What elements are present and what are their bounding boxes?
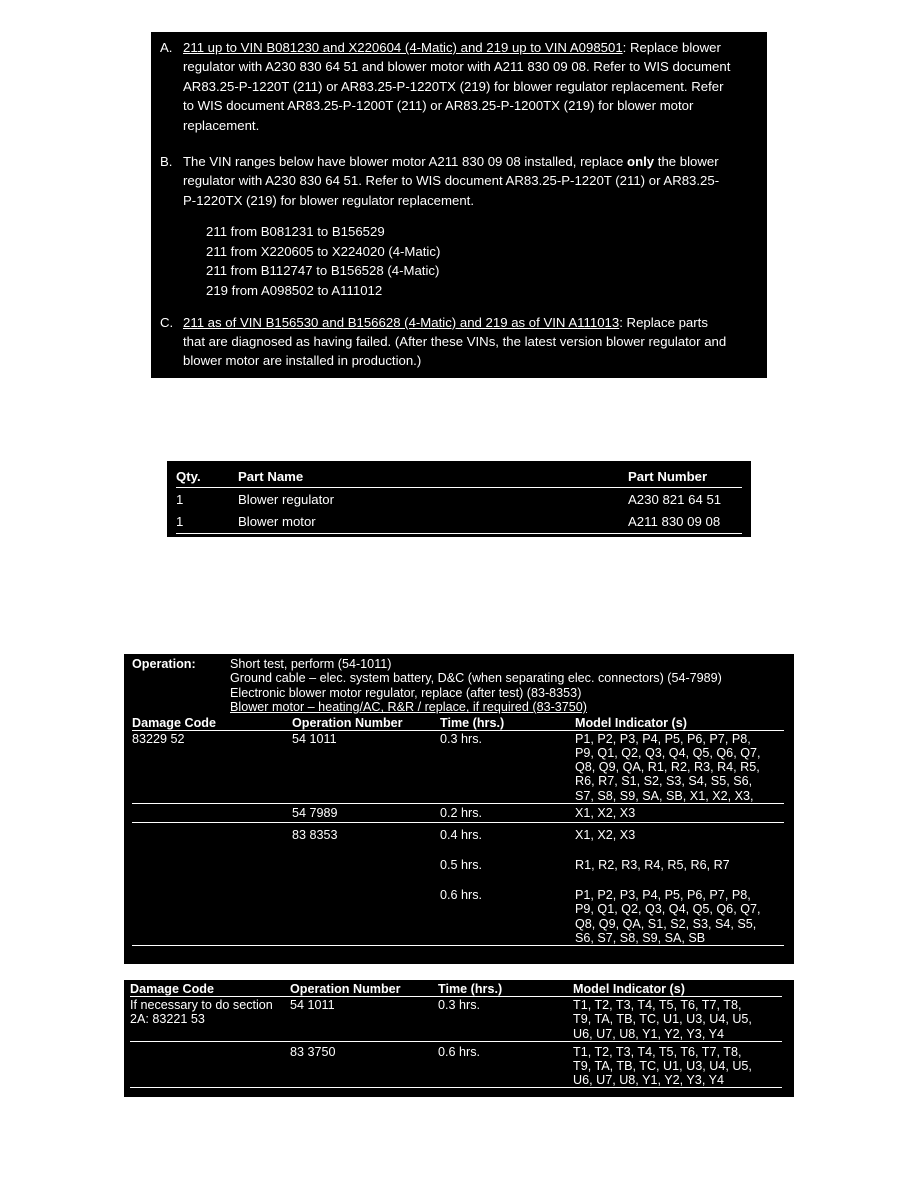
operation-item: Ground cable – elec. system battery, D&C (when separating elec. connectors) (54-7989) <box>230 671 722 686</box>
model-line: T9, TA, TB, TC, U1, U3, U4, U5, <box>573 1059 752 1074</box>
labor-table-block-2 <box>124 980 794 1097</box>
model-indicators <box>573 1041 782 1088</box>
instruction-b-line: P-1220TX (219) for blower regulator replacement. <box>183 192 475 208</box>
model-line: Q8, Q9, QA, S1, S2, S3, S4, S5, <box>575 916 757 931</box>
operation-section <box>132 657 788 715</box>
header-part-number: Part Number <box>628 466 742 488</box>
instruction-a-vin-range: 211 up to VIN B081230 and X220604 (4-Matic) and 219 up to VIN A098501 <box>183 40 623 55</box>
damage-code <box>132 822 292 945</box>
table-row <box>132 822 784 945</box>
instruction-a-line: regulator with A230 830 64 51 and blower motor with A211 830 09 08. Refer to WIS document <box>183 59 731 75</box>
instruction-c <box>160 313 757 371</box>
instruction-b-emphasis: only <box>627 154 655 170</box>
vin-range-item: 211 from B112747 to B156528 (4-Matic) <box>206 263 440 279</box>
header-time: Time (hrs.) <box>438 981 573 997</box>
operation-item: Short test, perform (54-1011) <box>230 657 392 671</box>
labor-time: 0.2 hrs. <box>440 803 575 822</box>
header-qty: Qty. <box>176 466 238 488</box>
model-line: T1, T2, T3, T4, T5, T6, T7, T8, <box>573 998 742 1013</box>
table-row <box>176 510 742 532</box>
labor-time-group <box>440 822 575 945</box>
part-qty: 1 <box>176 491 184 507</box>
parts-table <box>176 466 742 532</box>
table-row <box>130 997 782 1042</box>
instruction-b-letter: B. <box>160 154 173 170</box>
model-line: X1, X2, X3 <box>575 805 636 820</box>
labor-table-block-1 <box>124 654 794 964</box>
instruction-b <box>160 152 757 210</box>
header-model-indicator: Model Indicator (s) <box>573 981 782 997</box>
operation-item: Electronic blower motor regulator, replace (after test) (83-8353) <box>230 685 582 700</box>
operation-item: Blower motor – heating/AC, R&R / replace, if required (83-3750) <box>230 700 587 715</box>
vin-range-item: 211 from B081231 to B156529 <box>206 224 385 240</box>
instruction-a <box>160 38 757 135</box>
model-line: S6, S7, S8, S9, SA, SB <box>575 930 706 945</box>
part-number: A230 821 64 51 <box>628 491 722 507</box>
labor-time: 0.6 hrs. <box>438 1041 573 1088</box>
operation-label: Operation: <box>132 657 196 671</box>
header-operation-number: Operation Number <box>290 981 438 997</box>
labor-table-2 <box>130 981 782 1088</box>
model-indicators <box>573 997 782 1042</box>
damage-code <box>132 803 292 822</box>
model-indicators <box>575 730 784 803</box>
labor-header-row <box>132 715 784 731</box>
table-divider <box>176 533 742 534</box>
part-name: Blower regulator <box>238 491 335 507</box>
parts-header-row <box>176 466 742 488</box>
labor-time: 0.6 hrs. <box>440 888 482 903</box>
model-line: U6, U7, U8, Y1, Y2, Y3, Y4 <box>573 1073 724 1088</box>
operation-number: 54 7989 <box>292 803 440 822</box>
damage-code <box>130 1041 290 1088</box>
damage-code-line: If necessary to do section <box>130 998 273 1013</box>
model-line: S7, S8, S9, SA, SB, X1, X2, X3, <box>575 788 754 803</box>
instruction-a-letter: A. <box>160 40 173 55</box>
instruction-a-line: replacement. <box>183 117 260 133</box>
labor-time: 0.3 hrs. <box>438 997 573 1042</box>
model-line: Q8, Q9, QA, R1, R2, R3, R4, R5, <box>575 760 760 775</box>
labor-header-row <box>130 981 782 997</box>
header-damage-code: Damage Code <box>130 981 290 997</box>
damage-code <box>130 997 290 1042</box>
labor-time: 0.3 hrs. <box>440 730 575 803</box>
instruction-c-letter: C. <box>160 314 174 330</box>
operation-number: 83 8353 <box>292 822 440 945</box>
instruction-c-line: : Replace parts <box>619 314 708 330</box>
labor-time: 0.4 hrs. <box>440 827 482 842</box>
table-row <box>132 803 784 822</box>
vin-range-list <box>206 222 757 300</box>
model-line: R6, R7, S1, S2, S3, S4, S5, S6, <box>575 774 753 789</box>
instruction-a-line: AR83.25-P-1220T (211) or AR83.25-P-1220TX (219) for blower regulator replacement. Refer <box>183 78 724 94</box>
labor-time: 0.5 hrs. <box>440 858 482 873</box>
instruction-c-line: blower motor are installed in production.) <box>183 353 422 369</box>
model-line: X1, X2, X3 <box>575 827 636 842</box>
parts-table-block <box>167 461 751 537</box>
header-damage-code: Damage Code <box>132 715 292 731</box>
instruction-b-line: the blower <box>654 154 719 170</box>
model-indicators <box>575 822 784 945</box>
model-line: P9, Q1, Q2, Q3, Q4, Q5, Q6, Q7, <box>575 902 761 917</box>
damage-code: 83229 52 <box>132 730 292 803</box>
model-line: U6, U7, U8, Y1, Y2, Y3, Y4 <box>573 1026 724 1041</box>
model-line: T1, T2, T3, T4, T5, T6, T7, T8, <box>573 1044 742 1059</box>
instruction-b-line: regulator with A230 830 64 51. Refer to WIS document AR83.25-P-1220T (211) or AR83.25- <box>183 173 720 189</box>
model-line: T9, TA, TB, TC, U1, U3, U4, U5, <box>573 1012 752 1027</box>
header-operation-number: Operation Number <box>292 715 440 731</box>
model-line: R1, R2, R3, R4, R5, R6, R7 <box>575 858 730 873</box>
instruction-c-vin-range: 211 as of VIN B156530 and B156628 (4-Matic) and 219 as of VIN A111013 <box>183 314 620 330</box>
operation-number: 54 1011 <box>290 997 438 1042</box>
damage-code-line: 2A: 83221 53 <box>130 1012 205 1027</box>
part-qty: 1 <box>176 513 184 529</box>
instruction-c-line: that are diagnosed as having failed. (After these VINs, the latest version blower regulator and <box>183 334 727 350</box>
labor-table-1 <box>132 715 784 946</box>
header-model-indicator: Model Indicator (s) <box>575 715 784 731</box>
model-line: P1, P2, P3, P4, P5, P6, P7, P8, <box>575 731 751 746</box>
instructions-block <box>151 32 767 378</box>
part-number: A211 830 09 08 <box>628 513 721 529</box>
model-indicators <box>575 803 784 822</box>
table-row <box>132 730 784 803</box>
operation-number: 83 3750 <box>290 1041 438 1088</box>
instruction-a-line: to WIS document AR83.25-P-1200T (211) or AR83.25-P-1200TX (219) for blower motor <box>183 98 694 114</box>
instruction-b-line: The VIN ranges below have blower motor A211 830 09 08 installed, replace <box>183 154 628 170</box>
vin-range-item: 211 from X220605 to X224020 (4-Matic) <box>206 243 441 259</box>
table-row <box>130 1041 782 1088</box>
table-row <box>176 488 742 511</box>
header-time: Time (hrs.) <box>440 715 575 731</box>
model-line: P9, Q1, Q2, Q3, Q4, Q5, Q6, Q7, <box>575 746 761 761</box>
model-line: P1, P2, P3, P4, P5, P6, P7, P8, <box>575 888 751 903</box>
instruction-a-line: : Replace blower <box>622 40 721 55</box>
part-name: Blower motor <box>238 513 316 529</box>
vin-range-item: 219 from A098502 to A111012 <box>206 283 383 299</box>
operation-number: 54 1011 <box>292 730 440 803</box>
header-part-name: Part Name <box>238 466 628 488</box>
